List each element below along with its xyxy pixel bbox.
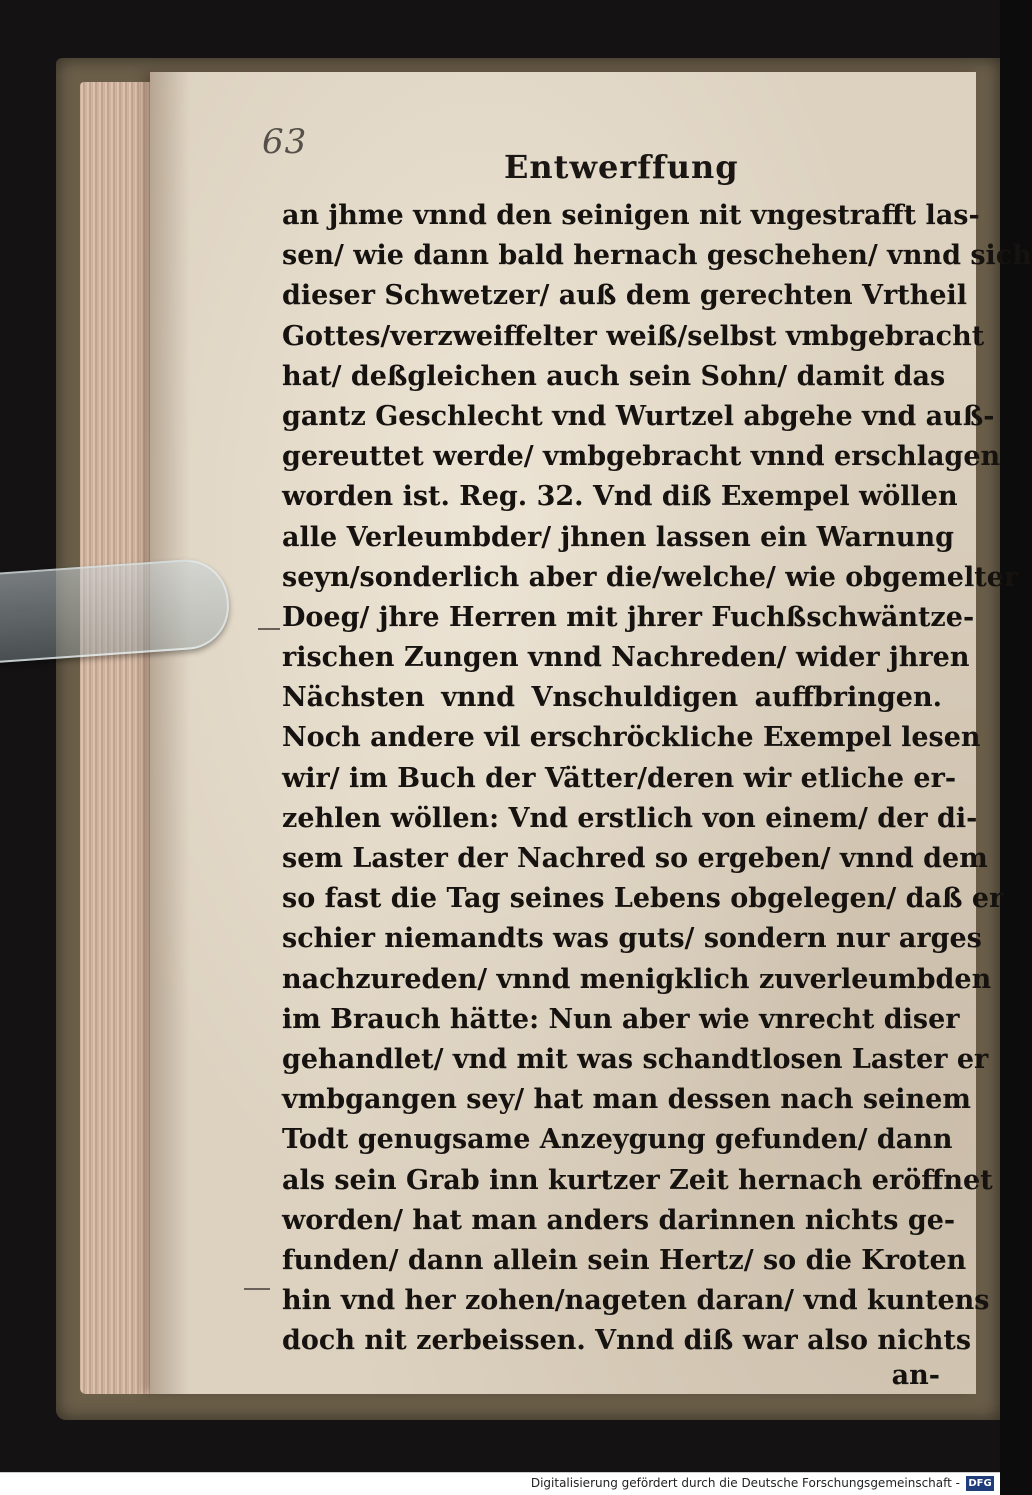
text-line: nachzureden/ vnnd menigklich zuverleumbden bbox=[282, 963, 992, 995]
text-line: worden ist. Reg. 32. Vnd diß Exempel wöllen bbox=[282, 481, 958, 513]
text-line: Nächsten vnnd Vnschuldigen auffbringen. bbox=[282, 682, 942, 714]
margin-mark bbox=[258, 628, 280, 630]
text-line: Doeg/ jhre Herren mit jhrer Fuchßschwäntze- bbox=[282, 601, 975, 633]
text-line: wir/ im Buch der Vätter/deren wir etliche er- bbox=[282, 762, 957, 794]
text-line: Noch andere vil erschröckliche Exempel lesen bbox=[282, 722, 981, 754]
text-line: funden/ dann allein sein Hertz/ so die Kroten bbox=[282, 1244, 967, 1276]
catchword: an- bbox=[891, 1360, 940, 1391]
text-line: gehandlet/ vnd mit was schandtlosen Laster er bbox=[282, 1043, 989, 1075]
text-line: rischen Zungen vnnd Nachreden/ wider jhren bbox=[282, 642, 970, 674]
text-line: seyn/sonderlich aber die/welche/ wie obgemelter bbox=[282, 561, 1019, 593]
text-line: zehlen wöllen: Vnd erstlich von einem/ der di- bbox=[282, 802, 978, 834]
footer-credit: Digitalisierung gefördert durch die Deutsche Forschungsgemeinschaft - bbox=[530, 1476, 960, 1490]
margin-mark bbox=[244, 1288, 270, 1290]
text-line: sem Laster der Nachred so ergeben/ vnnd dem bbox=[282, 843, 988, 874]
text-line: sen/ wie dann bald hernach geschehen/ vnnd sich bbox=[282, 240, 1032, 272]
text-line: dieser Schwetzer/ auß dem gerechten Vrtheil bbox=[282, 280, 968, 312]
text-line: hin vnd her zohen/nageten daran/ vnd kuntens bbox=[282, 1285, 990, 1317]
text-line: so fast die Tag seines Lebens obgelegen/ daß er bbox=[282, 883, 1004, 915]
text-line: im Brauch hätte: Nun aber wie vnrecht diser bbox=[282, 1003, 960, 1035]
running-head: Entwerffung bbox=[504, 148, 739, 186]
handwritten-page-number: 63 bbox=[262, 122, 308, 162]
text-line: als sein Grab inn kurtzer Zeit hernach eröffnet bbox=[282, 1164, 993, 1196]
text-line: Gottes/verzweiffelter weiß/selbst vmbgebracht bbox=[282, 320, 985, 352]
body-text bbox=[282, 196, 1032, 1357]
text-line: gereuttet werde/ vmbgebracht vnnd erschlagen bbox=[282, 441, 1001, 473]
text-line: worden/ hat man anders darinnen nichts ge- bbox=[282, 1204, 956, 1236]
dfg-logo: DFG bbox=[966, 1476, 994, 1491]
text-line: hat/ deßgleichen auch sein Sohn/ damit das bbox=[282, 360, 946, 392]
gutter-shadow bbox=[150, 72, 190, 1394]
text-line: an jhme vnnd den seinigen nit vngestrafft las- bbox=[282, 200, 980, 231]
text-line: gantz Geschlecht vnd Wurtzel abgehe vnd auß- bbox=[282, 400, 995, 432]
text-line: schier niemandts was guts/ sondern nur arges bbox=[282, 923, 982, 955]
text-line: vmbgangen sey/ hat man dessen nach seinem bbox=[282, 1084, 971, 1116]
text-line: alle Verleumbder/ jhnen lassen ein Warnung bbox=[282, 521, 955, 553]
footer-bar bbox=[0, 1472, 1000, 1495]
text-line: Todt genugsame Anzeygung gefunden/ dann bbox=[282, 1124, 953, 1156]
text-line: doch nit zerbeissen. Vnnd diß war also nichts bbox=[282, 1325, 972, 1357]
